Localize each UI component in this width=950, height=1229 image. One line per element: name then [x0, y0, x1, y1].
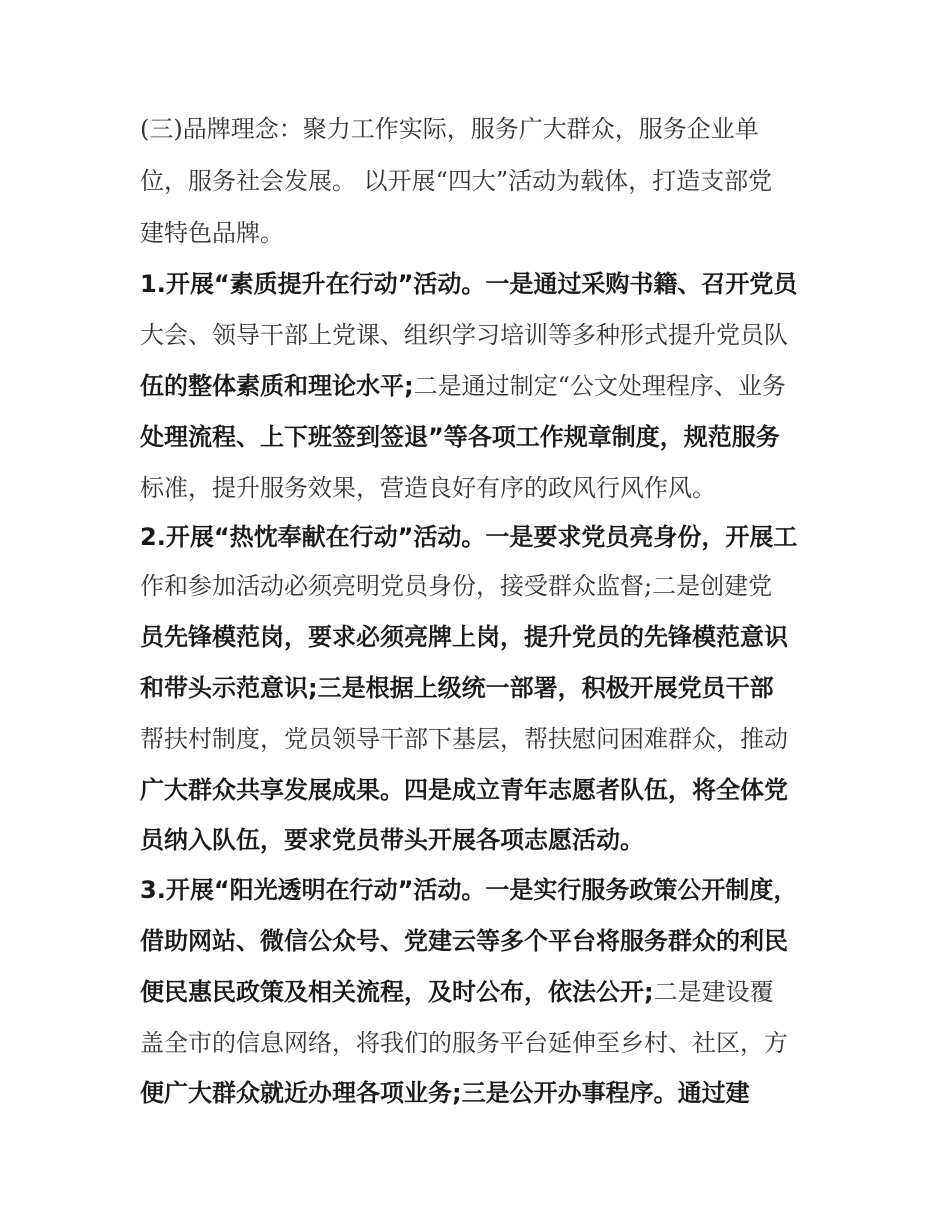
text-line	[140, 103, 759, 155]
text-segment: 建特色品牌。	[140, 219, 284, 247]
text-line	[140, 360, 786, 412]
text-line	[140, 966, 774, 1018]
text-line	[140, 1017, 788, 1069]
text-line	[140, 207, 284, 259]
text-segment: 帮扶村制度，党员领导干部下基层，帮扶慰问困难群众，推动	[140, 725, 788, 753]
text-segment: 员纳入队伍，要求党员带头开展各项志愿活动。	[140, 826, 644, 854]
text-segment: 大会、领导干部上党课、组织学习培训等多种形式提升党员队	[140, 321, 788, 349]
text-segment: 便广大群众就近办理各项业务;三是公开办事程序。通过建	[140, 1079, 750, 1107]
text-segment: 2.开展“热忱奉献在行动”活动。一是要求党员亮身份，开展工	[140, 523, 798, 551]
text-line	[140, 915, 788, 967]
text-line	[140, 560, 772, 612]
text-segment: 和带头示范意识;三是根据上级统一部署，积极开展党员干部	[140, 674, 774, 702]
text-segment: 借助网站、微信公众号、党建云等多个平台将服务群众的利民	[140, 927, 788, 955]
text-line	[140, 611, 788, 663]
text-line	[140, 764, 788, 816]
text-line	[140, 511, 797, 563]
text-segment: 1.开展“素质提升在行动”活动。一是通过采购书籍、召开党员	[140, 270, 798, 298]
text-segment: 便民惠民政策及相关流程，及时公布，依法公开;	[140, 978, 654, 1006]
text-line	[140, 814, 644, 866]
text-line	[140, 258, 797, 310]
text-line	[140, 462, 716, 514]
text-line	[140, 662, 774, 714]
text-segment: (三)品牌理念：聚力工作实际，服务广大群众，服务企业单	[140, 115, 759, 143]
text-segment: 处理流程、上下班签到签退”等各项工作规章制度，规范服务	[140, 423, 780, 451]
text-segment: 3.开展“阳光透明在行动”活动。一是实行服务政策公开制度，	[140, 876, 798, 904]
text-segment: 二是建设覆	[653, 978, 774, 1006]
text-segment: 二是通过制定“公文处理程序、业务	[413, 372, 786, 400]
text-line	[140, 309, 788, 361]
text-segment: 位，服务社会发展。 以开展“四大”活动为载体，打造支部党	[140, 167, 773, 195]
text-line	[140, 713, 788, 765]
text-segment: 伍的整体素质和理论水平;	[140, 372, 414, 400]
text-segment: 标准，提升服务效果，营造良好有序的政风行风作风。	[140, 474, 716, 502]
text-line	[140, 864, 797, 916]
text-segment: 员先锋模范岗，要求必须亮牌上岗，提升党员的先锋模范意识	[140, 623, 788, 651]
text-segment: 盖全市的信息网络，将我们的服务平台延伸至乡村、社区，方	[140, 1029, 788, 1057]
text-line	[140, 155, 772, 207]
text-line	[140, 1067, 750, 1119]
text-segment: 广大群众共享发展成果。四是成立青年志愿者队伍，将全体党	[140, 776, 788, 804]
text-segment: 作和参加活动必须亮明党员身份，接受群众监督;二是创建党	[140, 572, 773, 600]
text-line	[140, 411, 780, 463]
